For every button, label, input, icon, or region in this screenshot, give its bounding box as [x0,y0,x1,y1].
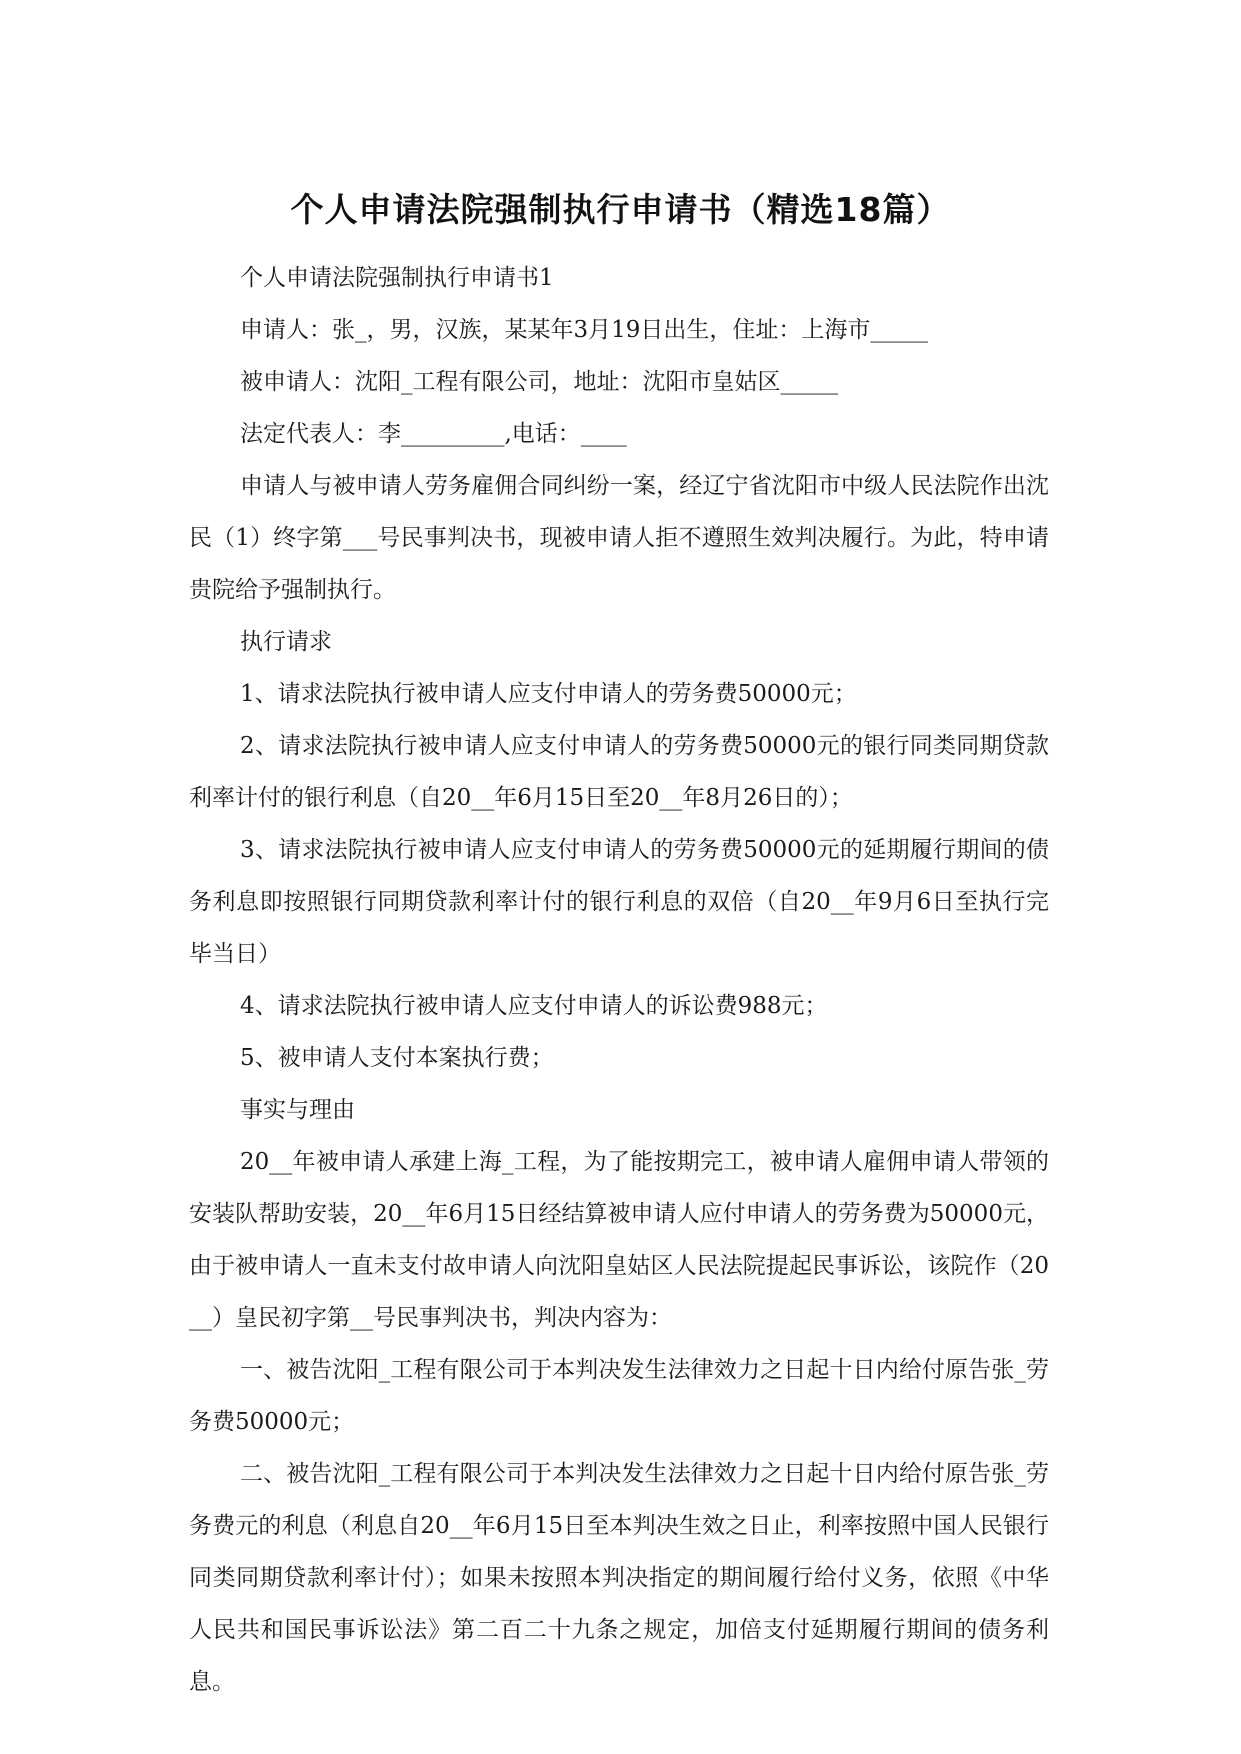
document-body [189,252,1049,1708]
judgment-item-1: 一、被告沈阳_工程有限公司于本判决发生法律效力之日起十日内给付原告张_劳务费50000元； [189,1357,1049,1435]
section-heading: 个人申请法院强制执行申请书1 [240,265,554,291]
respondent-info: 被申请人：沈阳_工程有限公司，地址：沈阳市皇姑区_____ [240,369,838,395]
document-title: 个人申请法院强制执行申请书（精选18篇） [290,190,951,229]
request-item-2: 2、请求法院执行被申请人应支付申请人的劳务费50000元的银行同类同期贷款利率计付的银行利息（自20__年6月15日至20__年8月26日的）； [189,733,1049,811]
facts-and-reasons-heading: 事实与理由 [240,1097,355,1123]
request-item-5: 5、被申请人支付本案执行费； [240,1045,554,1071]
request-item-4: 4、请求法院执行被申请人应支付申请人的诉讼费988元； [240,993,828,1019]
case-summary-paragraph: 申请人与被申请人劳务雇佣合同纠纷一案，经辽宁省沈阳市中级人民法院作出沈民（1）终字第___号民事判决书，现被申请人拒不遵照生效判决履行。为此，特申请贵院给予强制执行。 [189,473,1049,603]
judgment-item-2: 二、被告沈阳_工程有限公司于本判决发生法律效力之日起十日内给付原告张_劳务费元的利息（利息自20__年6月15日至本判决生效之日止，利率按照中国人民银行同类同期贷款利率计付）；如果未按照本判决指定的期间履行给付义务，依照《中华人民共和国民事诉讼法》第二百二十九条之规定，加倍支付延期履行期间的债务利息。 [189,1461,1049,1695]
execution-requests-heading: 执行请求 [240,629,332,655]
applicant-info: 申请人：张_，男，汉族，某某年3月19日出生，住址：上海市_____ [240,317,928,343]
request-item-1: 1、请求法院执行被申请人应支付申请人的劳务费50000元； [240,681,857,707]
request-item-3: 3、请求法院执行被申请人应支付申请人的劳务费50000元的延期履行期间的债务利息即按照银行同期贷款利率计付的银行利息的双倍（自20__年9月6日至执行完毕当日） [189,837,1049,967]
facts-paragraph: 20__年被申请人承建上海_工程，为了能按期完工，被申请人雇佣申请人带领的安装队帮助安装，20__年6月15日经结算被申请人应付申请人的劳务费为50000元，由于被申请人一直未支付故申请人向沈阳皇姑区人民法院提起民事诉讼，该院作（20__）皇民初字第__号民事判决书，判决内容为： [189,1149,1049,1331]
legal-representative-info: 法定代表人：李_________,电话：____ [240,421,627,447]
